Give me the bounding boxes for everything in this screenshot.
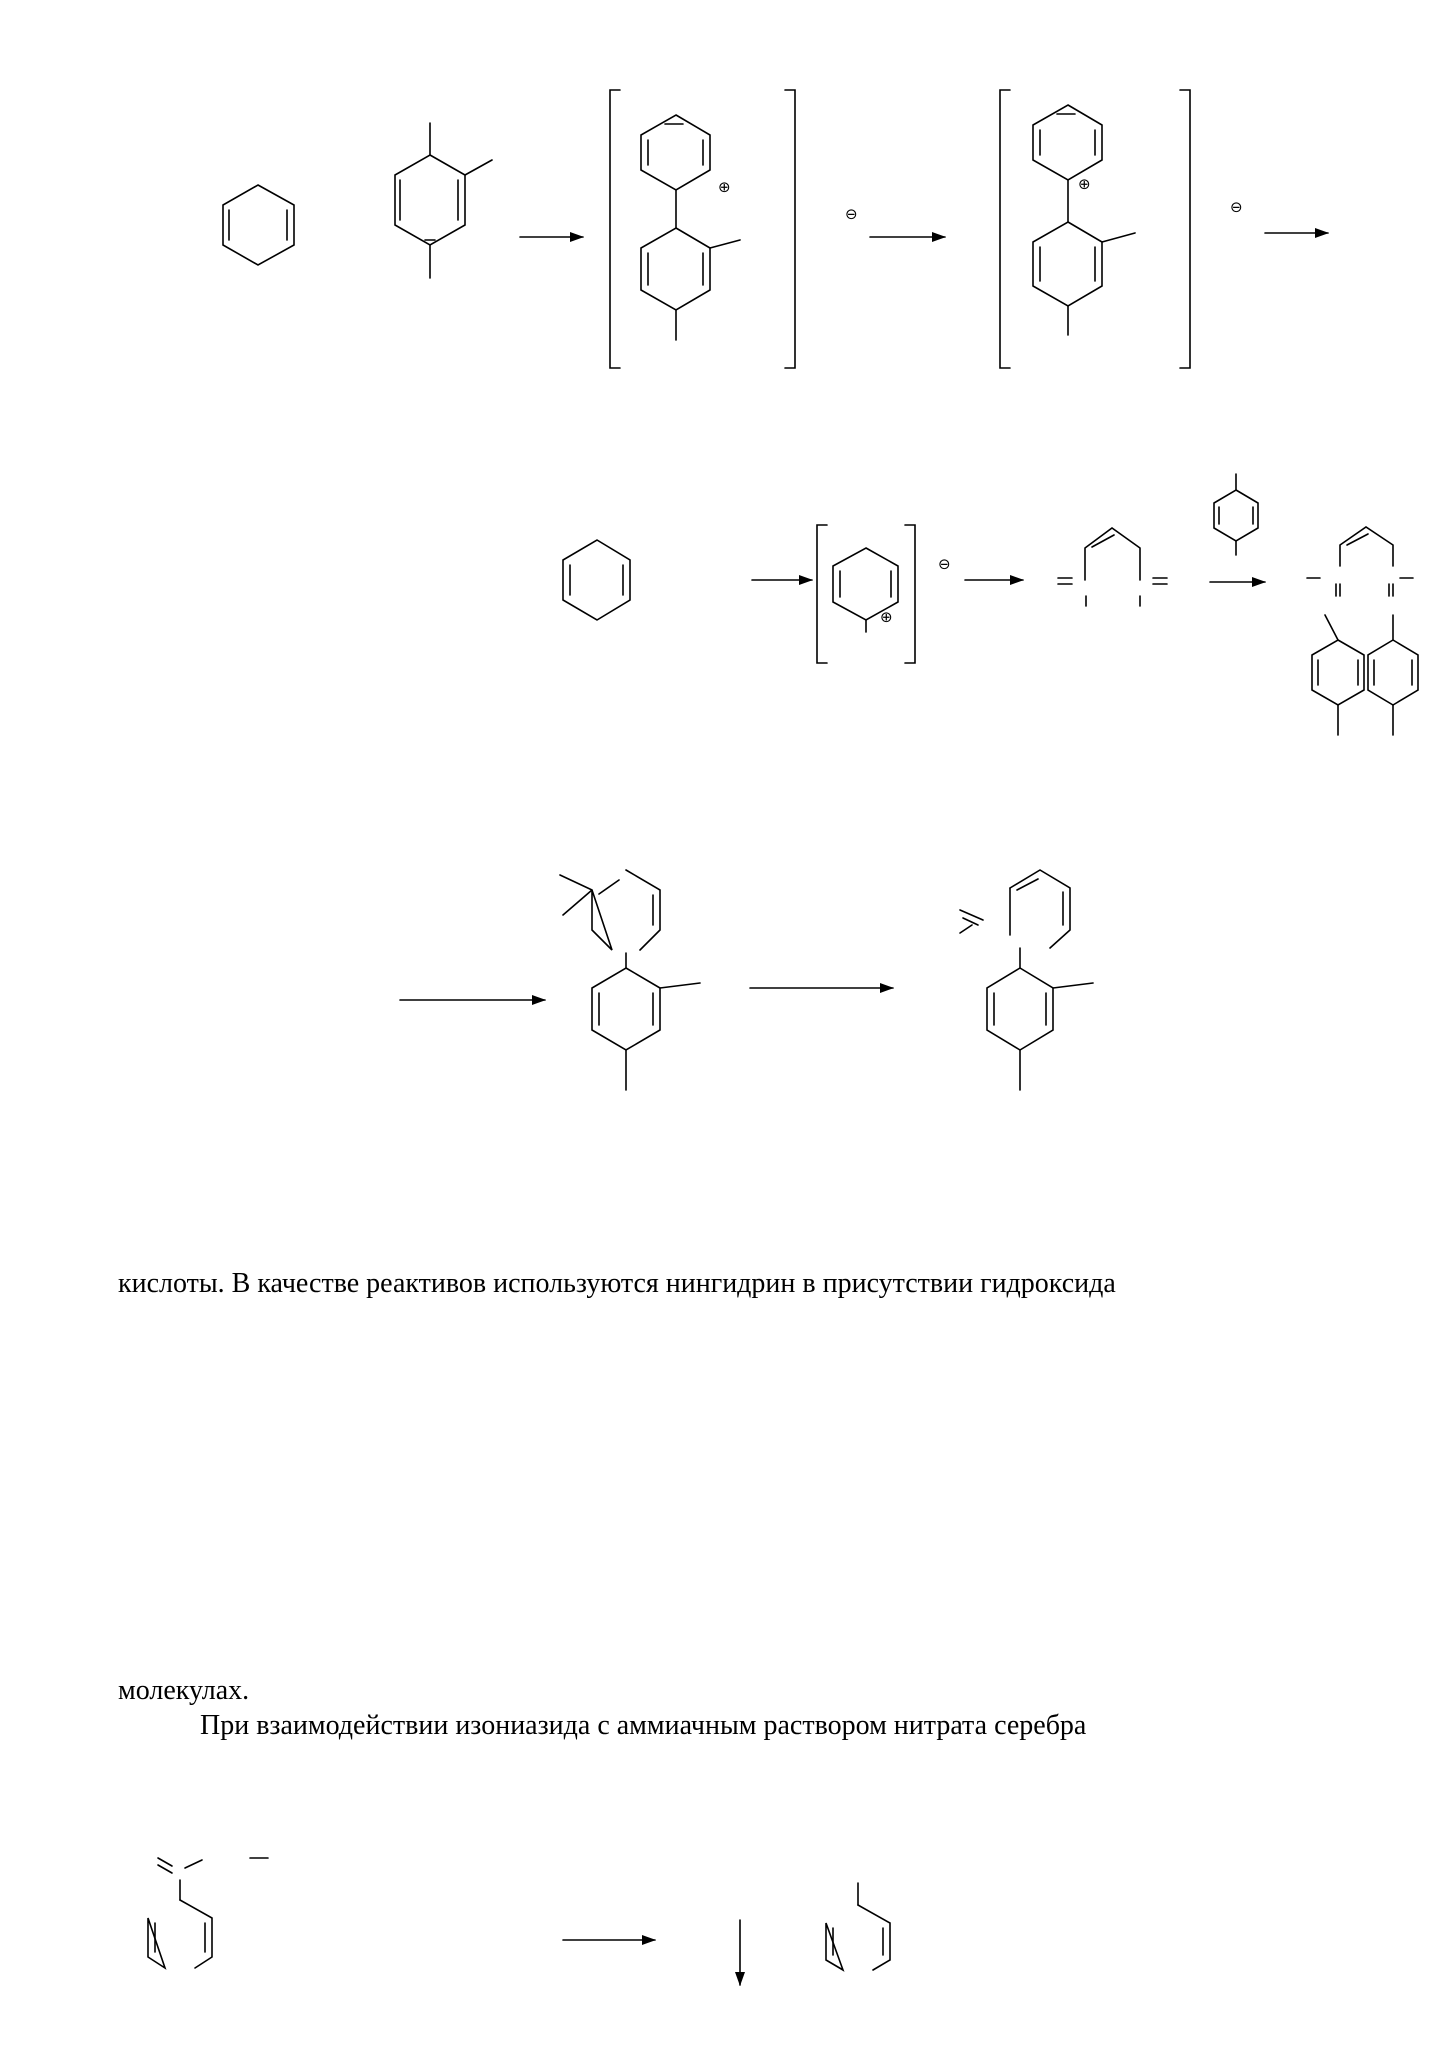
pyridinium-ring-2 (1033, 105, 1102, 180)
bracket-3 (817, 525, 915, 663)
isoniazid-fragment (148, 1858, 268, 1968)
text-line-2: молекулах. (118, 1675, 250, 1706)
toluidine-reagent (1214, 474, 1258, 555)
bracket-1 (610, 90, 795, 368)
pyridine-product-fragment (826, 1883, 890, 1970)
text-line-1: кислоты. В качестве реактивов используются нингидрин в присутствии гидроксида (118, 1268, 1116, 1299)
xylyl-ring-2 (1033, 180, 1135, 335)
open-chain-1 (1058, 528, 1167, 606)
dihydropyridine-intermediate (560, 870, 700, 1090)
xylyl-ring-1 (641, 190, 740, 340)
text-line-3: При взаимодействии изониазида с аммиачным раствором нитрата серебра (200, 1710, 1087, 1741)
minus-charge-3: ⊖ (938, 555, 951, 573)
plus-charge-3: ⊕ (880, 608, 893, 626)
ring-opened-product (960, 870, 1093, 1090)
plus-charge-2: ⊕ (1078, 175, 1091, 193)
minus-charge-2: ⊖ (1230, 198, 1243, 216)
pyridine-ring-2 (563, 540, 630, 620)
plus-charge-1: ⊕ (718, 178, 731, 196)
pyridine-ring-1 (223, 185, 294, 265)
pyridinium-ring-1 (641, 115, 710, 190)
xylene-ring-1 (395, 123, 492, 278)
dianil-product (1307, 527, 1418, 735)
minus-charge-1: ⊖ (845, 205, 858, 223)
